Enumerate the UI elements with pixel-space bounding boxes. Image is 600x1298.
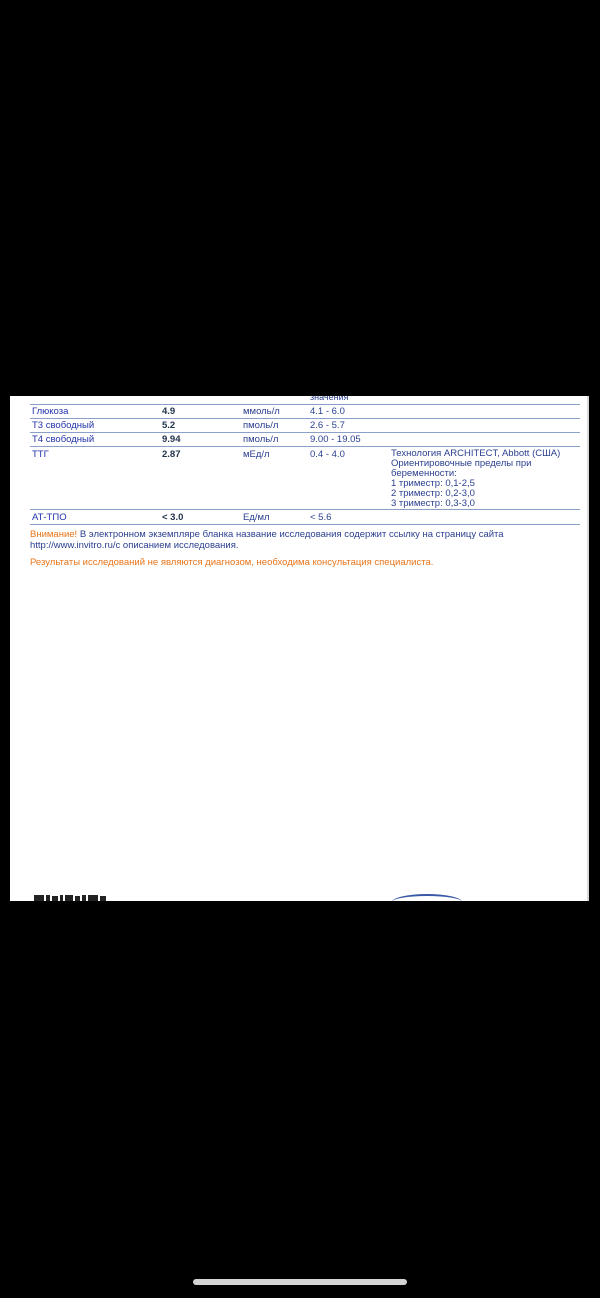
comment-line: Ориентировочные пределы при [391, 458, 532, 469]
table-divider [30, 524, 580, 525]
test-reference: 0.4 - 4.0 [310, 449, 345, 460]
comment-line: Технология ARCHITECT, Abbott (США) [391, 448, 561, 459]
site-link[interactable]: http://www.invitro.ru/ [30, 540, 116, 551]
test-reference: < 5.6 [310, 512, 332, 523]
comment-line: 1 триместр: 0,1-2,5 [391, 478, 475, 489]
qr-code-partial [34, 894, 108, 901]
warning-notice [30, 529, 570, 551]
test-unit: пмоль/л [243, 434, 279, 445]
reference-column-header: значения [310, 396, 349, 402]
test-unit: мЕд/л [243, 449, 270, 460]
table-divider [30, 418, 580, 419]
test-value: 4.9 [162, 406, 176, 417]
test-name-link[interactable]: Т4 свободный [32, 434, 95, 445]
warning-text-end: с описанием исследования. [115, 540, 239, 551]
test-reference: 4.1 - 6.0 [310, 406, 345, 417]
comment-line: 3 триместр: 0,3-3,0 [391, 498, 475, 509]
table-divider [30, 404, 580, 405]
test-name-link[interactable]: Т3 свободный [32, 420, 95, 431]
test-name-link[interactable]: ТТГ [32, 449, 49, 460]
stamp-partial [392, 894, 462, 901]
test-reference: 9.00 - 19.05 [310, 434, 361, 445]
lab-report-page [10, 396, 589, 901]
table-divider [30, 432, 580, 433]
disclaimer-text: Результаты исследований не являются диагнозом, необходима консультация специалиста. [30, 557, 434, 568]
test-unit: пмоль/л [243, 420, 279, 431]
test-name-link[interactable]: АТ-ТПО [32, 512, 67, 523]
test-value: 2.87 [162, 449, 181, 460]
test-name-link[interactable]: Глюкоза [32, 406, 69, 417]
test-unit: ммоль/л [243, 406, 280, 417]
test-unit: Ед/мл [243, 512, 270, 523]
comment-line: 2 триместр: 0,2-3,0 [391, 488, 475, 499]
test-value: < 3.0 [162, 512, 184, 523]
test-value: 9.94 [162, 434, 181, 445]
table-divider [30, 446, 580, 447]
test-comment [391, 449, 576, 509]
test-reference: 2.6 - 5.7 [310, 420, 345, 431]
warning-text: В электронном экземпляре бланка название исследования содержит ссылку на страницу сайта [77, 529, 504, 540]
comment-line: беременности: [391, 468, 457, 479]
test-value: 5.2 [162, 420, 176, 431]
home-indicator[interactable] [193, 1279, 407, 1285]
table-divider [30, 509, 580, 510]
warning-label: Внимание! [30, 529, 78, 540]
